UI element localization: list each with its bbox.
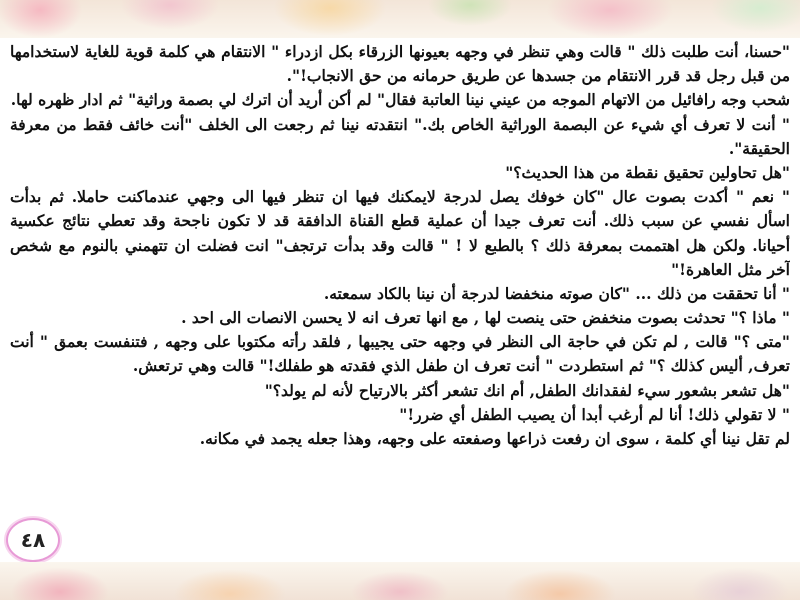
text-line: من قبل رجل قد قرر الانتقام من جسدها عن طريق حرمانه من حق الانجاب!". [286,66,790,86]
text-line: " أنت لا تعرف أي شيء عن البصمة الوراثية الخاص بك." انتقدته نينا ثم رجعت الى الخلف "أنت خائف فقط من معرفة [10,114,790,134]
page-text-block [0,38,800,562]
page-number-badge [6,518,60,562]
text-line: "حسنا، أنت طلبت ذلك " قالت وهي تنظر في وجهه بعيونها الزرقاء بكل ازدراء " الانتقام هي كلمة قوية للغاية لاستخدامها [10,42,790,61]
text-line: "متى ؟" قالت , لم تكن في حاجة الى النظر في وجهه حتى يجيبها , فلقد رأته مكتوبا على وجهه , فتنفست بعمق " أنت [10,332,790,352]
text-line: "هل تشعر بشعور سيء لفقدانك الطفل, أم انك تشعر أكثر بالارتياح لأنه لم يولد؟" [264,380,790,400]
text-line: " ماذا ؟" تحدثت بصوت منخفض حتى ينصت لها , مع انها تعرف انه لا يحسن الانصات الى احد . [181,308,790,328]
text-line: " أنا تحققت من ذلك ... "كان صوته منخفضا لدرجة أن نينا بالكاد سمعته. [323,283,790,303]
text-line: آخر مثل العاهرة!" [671,259,790,279]
text-line: شحب وجه رافائيل من الاتهام الموجه من عيني نينا العاتبة فقال" لم أكن أريد أن اترك لي بصمة وراثية" ثم ادار ظهره لها. [10,90,790,110]
text-line: الحقيقة". [728,138,790,158]
text-line: " لا تقولي ذلك! أنا لم أرغب أبدا أن يصيب الطفل أي ضرر!" [399,404,790,424]
decorative-floral-border-bottom [0,562,800,600]
text-line: "هل تحاولين تحقيق نقطة من هذا الحديث؟" [505,162,790,182]
text-line: اسأل نفسي عن سبب ذلك. أنت تعرف جيدا أن عملية قطع القناة الدافقة قد لا تكون ناجحة وقد تعطي نتائج عكسية [10,211,790,231]
text-line: أحيانا. ولكن هل اهتممت بمعرفة ذلك ؟ بالطبع لا ! " قالت وقد بدأت ترتجف" انت فضلت ان تتهمني بالنوم مع شخص [10,235,790,255]
page-number: ٤٨ [20,528,46,552]
decorative-floral-border-top [0,0,800,40]
text-line: " نعم " أكدت بصوت عال "كان خوفك يصل لدرجة لايمكنك فيها ان تنظر فيها الى وجهي عندماكنت حاملا. ثم بدأت [10,187,790,207]
text-line: تعرف, أليس كذلك ؟" ثم استطردت " أنت تعرف ان طفل الذي فقدته هو طفلك!" قالت وهي ترتعش. [132,356,790,376]
text-line: لم تقل نينا أي كلمة ، سوى ان رفعت ذراعها وصفعته على وجهه، وهذا جعله يجمد في مكانه. [199,429,790,448]
